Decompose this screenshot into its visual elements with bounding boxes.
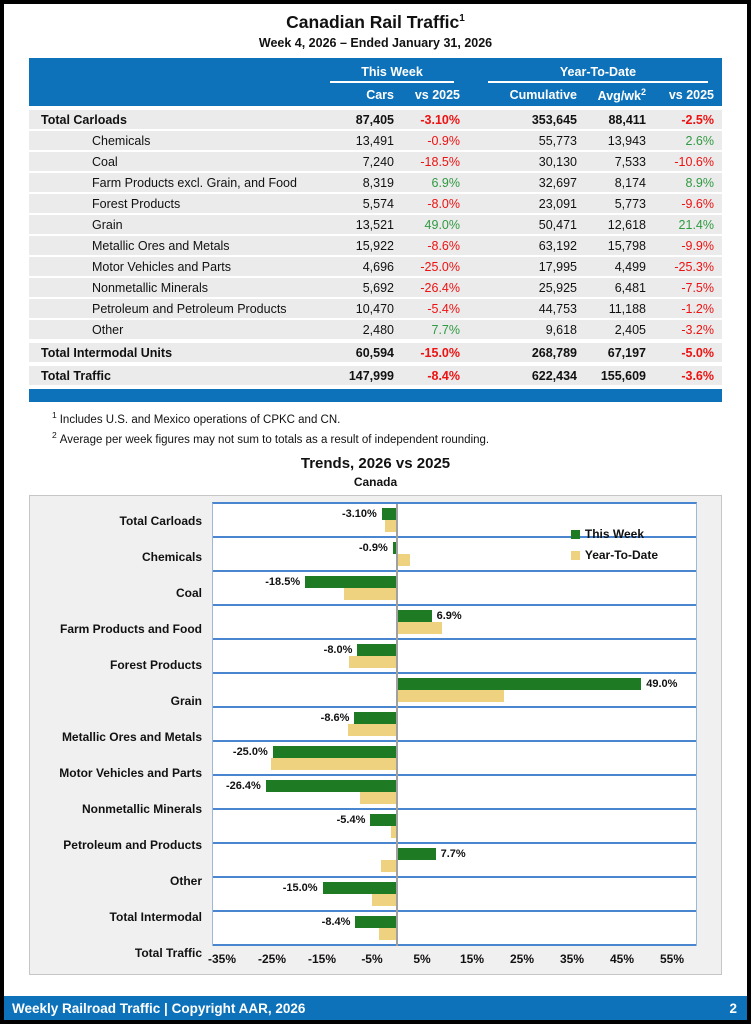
bar-this-week	[382, 508, 397, 520]
chart-x-axis	[207, 946, 697, 971]
commodity-label: Chemicals	[92, 133, 151, 148]
value-cell: -1.2%	[681, 301, 714, 316]
table-row	[29, 257, 722, 276]
value-cell: -10.6%	[674, 154, 714, 169]
value-cell: 9,618	[545, 322, 577, 337]
value-cell: -2.5%	[681, 112, 714, 127]
commodity-label: Motor Vehicles and Parts	[92, 259, 231, 274]
chart-band	[213, 674, 696, 708]
chart-band	[213, 810, 696, 844]
bar-year-to-date	[344, 588, 397, 600]
value-cell: 7.7%	[431, 322, 460, 337]
bar-value-label: -25.0%	[232, 745, 268, 758]
chart-category-label: Total Traffic	[134, 946, 202, 961]
trends-bar-chart	[29, 495, 722, 975]
chart-category-label: Total Carloads	[119, 514, 202, 529]
footnote-line	[52, 430, 722, 446]
table-row	[29, 215, 722, 234]
value-cell: 2,405	[614, 322, 646, 337]
x-axis-tick-label: -25%	[257, 951, 287, 966]
bar-this-week	[273, 746, 397, 758]
bar-value-label: -26.4%	[225, 779, 261, 792]
chart-band	[213, 572, 696, 606]
value-cell: 353,645	[531, 112, 577, 127]
value-cell: 55,773	[538, 133, 577, 148]
value-cell: 155,609	[600, 368, 646, 383]
table-row	[29, 299, 722, 318]
bar-year-to-date	[271, 758, 397, 770]
page-number: 2	[729, 1000, 737, 1016]
value-cell: 8,174	[614, 175, 646, 190]
group-header-this-week: This Week	[330, 65, 454, 83]
group-header-year-to-date: Year-To-Date	[488, 65, 708, 83]
table-row	[29, 320, 722, 339]
value-cell: 88,411	[608, 112, 646, 127]
value-cell: -9.9%	[681, 238, 714, 253]
chart-category-label: Petroleum and Products	[63, 838, 202, 853]
bar-value-label: -8.0%	[323, 643, 353, 656]
bar-value-label: -0.9%	[359, 541, 388, 554]
value-cell: 21.4%	[678, 217, 714, 232]
value-cell: -18.5%	[420, 154, 460, 169]
x-axis-tick-label: 35%	[559, 951, 585, 966]
commodity-label: Farm Products excl. Grain, and Food	[92, 175, 297, 190]
table-group-header-row	[29, 63, 722, 84]
column-header-week-vs-2025: vs 2025	[414, 88, 460, 102]
chart-band	[213, 640, 696, 674]
chart-category-label: Other	[169, 874, 202, 889]
table-row	[29, 236, 722, 255]
value-cell: 11,188	[608, 301, 646, 316]
bar-value-label: -3.10%	[341, 507, 377, 520]
value-cell: 87,405	[355, 112, 394, 127]
table-row	[29, 110, 722, 129]
value-cell: 5,773	[614, 196, 646, 211]
bar-this-week	[370, 814, 397, 826]
chart-band	[213, 878, 696, 912]
value-cell: 8.9%	[685, 175, 714, 190]
bar-value-label: 49.0%	[646, 677, 678, 690]
value-cell: -25.0%	[420, 259, 460, 274]
commodity-label: Petroleum and Petroleum Products	[92, 301, 287, 316]
value-cell: 10,470	[355, 301, 394, 316]
chart-category-label: Nonmetallic Minerals	[81, 802, 202, 817]
footnotes	[52, 410, 722, 446]
bar-this-week	[397, 610, 431, 622]
table-row	[29, 173, 722, 192]
chart-category-label: Motor Vehicles and Parts	[59, 766, 202, 781]
chart-category-label: Forest Products	[109, 658, 202, 673]
chart-band	[213, 606, 696, 640]
footnote-marker: 1	[52, 410, 57, 420]
footnote-text: Average per week figures may not sum to totals as a result of independent rounding.	[59, 433, 490, 446]
bar-year-to-date	[360, 792, 397, 804]
value-cell: -5.0%	[681, 345, 714, 360]
x-axis-tick-label: -5%	[361, 951, 383, 966]
commodity-label: Total Intermodal Units	[41, 345, 173, 360]
chart-band	[213, 776, 696, 810]
traffic-table	[29, 58, 722, 385]
bar-this-week	[305, 576, 397, 588]
bar-year-to-date	[372, 894, 397, 906]
table-row	[29, 131, 722, 150]
value-cell: -25.3%	[674, 259, 714, 274]
footnote-text: Includes U.S. and Mexico operations of CPKC and CN.	[59, 413, 341, 426]
value-cell: 23,091	[538, 196, 577, 211]
page-subtitle: Week 4, 2026 – Ended January 31, 2026	[258, 36, 493, 50]
value-cell: -9.6%	[681, 196, 714, 211]
bar-this-week	[357, 644, 397, 656]
value-cell: 60,594	[355, 345, 394, 360]
bar-this-week	[323, 882, 398, 894]
value-cell: -26.4%	[420, 280, 460, 295]
value-cell: 147,999	[348, 368, 394, 383]
value-cell: -3.2%	[681, 322, 714, 337]
value-cell: 32,697	[538, 175, 577, 190]
table-bottom-divider	[29, 389, 722, 402]
x-axis-tick-label: 45%	[609, 951, 635, 966]
table-header	[29, 58, 722, 106]
x-axis-tick-label: -15%	[307, 951, 337, 966]
legend-item	[571, 545, 658, 566]
value-cell: -5.4%	[427, 301, 460, 316]
bar-value-label: 6.9%	[436, 609, 462, 622]
value-cell: 13,521	[355, 217, 394, 232]
chart-subtitle: Canada	[353, 474, 398, 489]
x-axis-tick-label: 5%	[413, 951, 431, 966]
value-cell: 15,798	[607, 238, 646, 253]
x-axis-tick-label: 15%	[459, 951, 485, 966]
chart-band	[213, 912, 696, 946]
commodity-label: Total Carloads	[41, 112, 127, 127]
chart-legend	[571, 524, 658, 566]
column-header-ytd-vs-2025: vs 2025	[668, 88, 714, 102]
page-title	[4, 12, 747, 33]
bar-this-week	[354, 712, 397, 724]
page-footer	[4, 996, 747, 1020]
bar-year-to-date	[397, 554, 410, 566]
chart-category-label: Metallic Ores and Metals	[61, 730, 202, 745]
value-cell: 8,319	[362, 175, 394, 190]
x-axis-tick-label: -35%	[207, 951, 236, 966]
value-cell: 5,692	[362, 280, 394, 295]
table-row	[29, 152, 722, 171]
table-column-header-row	[29, 84, 722, 106]
x-axis-tick-label: 55%	[659, 951, 685, 966]
legend-swatch	[571, 530, 580, 539]
value-cell: 12,618	[607, 217, 646, 232]
bar-year-to-date	[397, 690, 504, 702]
value-cell: 4,696	[362, 259, 394, 274]
value-cell: 50,471	[538, 217, 577, 232]
bar-this-week	[397, 848, 435, 860]
table-row	[29, 343, 722, 362]
chart-band	[213, 844, 696, 878]
value-cell: 15,922	[355, 238, 394, 253]
value-cell: -8.4%	[427, 368, 460, 383]
chart-zero-axis	[396, 504, 398, 946]
commodity-label: Total Traffic	[41, 368, 111, 383]
value-cell: 4,499	[614, 259, 646, 274]
value-cell: 49.0%	[424, 217, 460, 232]
bar-value-label: -15.0%	[282, 881, 318, 894]
commodity-label: Nonmetallic Minerals	[92, 280, 209, 295]
value-cell: 44,753	[538, 301, 577, 316]
value-cell: 7,533	[614, 154, 646, 169]
value-cell: 5,574	[362, 196, 394, 211]
chart-category-axis	[30, 502, 212, 972]
commodity-label: Coal	[92, 154, 118, 169]
value-cell: -15.0%	[420, 345, 460, 360]
value-cell: 13,943	[607, 133, 646, 148]
table-body	[29, 110, 722, 385]
value-cell: -0.9%	[427, 133, 460, 148]
bar-this-week	[355, 916, 397, 928]
chart-band	[213, 708, 696, 742]
bar-value-label: 7.7%	[440, 847, 466, 860]
value-cell: 7,240	[362, 154, 394, 169]
commodity-label: Forest Products	[92, 196, 181, 211]
value-cell: 2.6%	[685, 133, 714, 148]
value-cell: -3.6%	[681, 368, 714, 383]
column-header-avg-wk: Avg/$wk^2$	[597, 86, 646, 104]
page-title-text: Canadian Rail Traffic	[286, 12, 460, 32]
bar-year-to-date	[381, 860, 397, 872]
value-cell: 6,481	[614, 280, 646, 295]
chart-title: Trends, 2026 vs 2025	[300, 454, 451, 472]
bar-year-to-date	[349, 656, 397, 668]
value-cell: -3.10%	[420, 112, 460, 127]
footnote-marker: 2	[52, 429, 57, 440]
table-row	[29, 278, 722, 297]
bar-value-label: -8.6%	[320, 711, 350, 724]
table-row	[29, 366, 722, 385]
value-cell: 2,480	[362, 322, 394, 337]
commodity-label: Other	[92, 322, 124, 337]
value-cell: 6.9%	[431, 175, 460, 190]
footer-text: Weekly Railroad Traffic | Copyright AAR, 2026	[12, 1000, 306, 1016]
value-cell: 13,491	[355, 133, 394, 148]
legend-swatch	[571, 551, 580, 560]
chart-category-label: Farm Products and Food	[59, 622, 202, 637]
bar-year-to-date	[397, 622, 441, 634]
value-cell: 17,995	[538, 259, 577, 274]
bar-value-label: -18.5%	[265, 575, 301, 588]
bar-year-to-date	[348, 724, 397, 736]
value-cell: 622,434	[531, 368, 577, 383]
value-cell: -8.6%	[427, 238, 460, 253]
value-cell: -8.0%	[427, 196, 460, 211]
chart-plot-area	[212, 502, 697, 946]
footnote-line	[52, 410, 722, 426]
legend-label: This Week	[584, 527, 644, 542]
chart-band	[213, 742, 696, 776]
bar-this-week	[397, 678, 641, 690]
bar-value-label: -5.4%	[336, 813, 366, 826]
chart-category-label: Grain	[170, 694, 202, 709]
chart-category-label: Chemicals	[141, 550, 202, 565]
chart-category-label: Coal	[175, 586, 202, 601]
value-cell: 25,925	[538, 280, 577, 295]
chart-category-label: Total Intermodal	[109, 910, 202, 925]
value-cell: 30,130	[538, 154, 577, 169]
value-cell: -7.5%	[681, 280, 714, 295]
value-cell: 268,789	[531, 345, 577, 360]
column-header-cars: Cars	[366, 88, 394, 102]
commodity-label: Metallic Ores and Metals	[92, 238, 230, 253]
bar-year-to-date	[379, 928, 397, 940]
avg-wk-footnote-marker: 2	[640, 86, 646, 97]
bar-value-label: -8.4%	[321, 915, 351, 928]
legend-label: Year-To-Date	[584, 548, 658, 563]
bar-this-week	[266, 780, 397, 792]
commodity-label: Grain	[92, 217, 123, 232]
legend-item	[571, 524, 658, 545]
title-footnote-marker: 1	[459, 13, 465, 25]
value-cell: 63,192	[538, 238, 577, 253]
column-header-cumulative: Cumulative	[509, 88, 577, 102]
table-row	[29, 194, 722, 213]
value-cell: 67,197	[607, 345, 646, 360]
x-axis-tick-label: 25%	[509, 951, 535, 966]
